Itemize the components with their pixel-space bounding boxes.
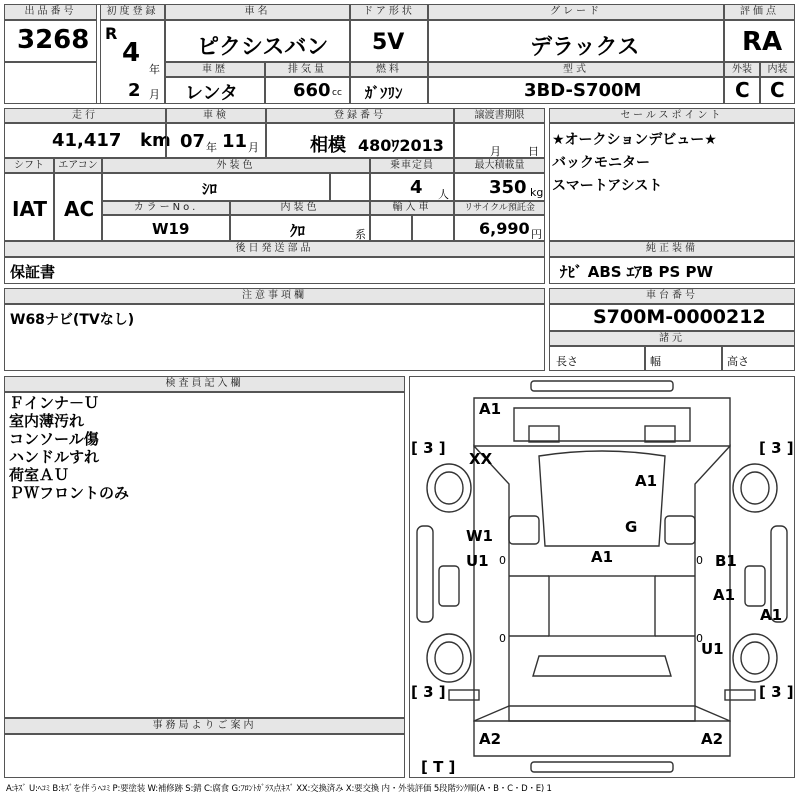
zero-mark: 0 xyxy=(696,554,703,567)
chassis-value: S700M-0000212 xyxy=(593,306,766,328)
seats-value: 4 xyxy=(410,177,423,198)
disp-label: 排気量 xyxy=(265,62,350,77)
lot-label: 出品番号 xyxy=(4,4,97,20)
ext-label: 外装 xyxy=(724,62,760,77)
sales-point-3: スマートアシスト xyxy=(552,178,663,194)
plate-label: 登録番号 xyxy=(266,108,454,123)
ac-label: エアコン xyxy=(54,158,102,173)
reg-era: R xyxy=(105,24,118,43)
mark-right-quarter: A1 xyxy=(713,586,736,604)
tire-rear-right: [ 3 ] xyxy=(759,683,794,701)
reg-month: 2 xyxy=(128,80,141,101)
model-value: 3BD-S700M xyxy=(524,80,642,101)
inspect-month-unit: 月 xyxy=(248,141,259,154)
disp-value: 660 xyxy=(293,80,331,101)
history-label: 車歴 xyxy=(165,62,265,77)
recycle-unit: 円 xyxy=(531,228,542,241)
import-cell-2 xyxy=(412,215,454,241)
recycle-value: 6,990 xyxy=(479,219,530,238)
colorno-value: W19 xyxy=(152,220,190,238)
ext-value: C xyxy=(735,78,750,102)
remark-line: ＰＷフロントのみ xyxy=(9,484,130,502)
import-label: 輸入車 xyxy=(370,201,454,215)
fuel-label: 燃料 xyxy=(350,62,428,77)
parts-label: 後日発送部品 xyxy=(4,241,545,257)
mark-front-bumper: A1 xyxy=(479,400,502,418)
color-cell-2 xyxy=(330,173,370,201)
inspector-remarks xyxy=(9,394,129,502)
inspector-label: 検査員記入欄 xyxy=(4,376,405,392)
damage-map xyxy=(409,376,795,778)
tire-rear-left: [ 3 ] xyxy=(411,683,446,701)
int-value: C xyxy=(770,78,785,102)
mark-hood: A1 xyxy=(635,472,658,490)
fuel-value: ｶﾞｿﾘﾝ xyxy=(365,84,403,102)
sales-label: セールスポイント xyxy=(549,108,795,123)
score-value: RA xyxy=(742,27,783,57)
mark-right-door: B1 xyxy=(715,552,737,570)
equip-label: 純正装備 xyxy=(549,241,795,257)
disp-unit: cc xyxy=(332,88,342,98)
intcolor-unit: 系 xyxy=(355,228,366,241)
lot-empty xyxy=(4,62,97,104)
tire-front-left: [ 3 ] xyxy=(411,439,446,457)
mark-left-door-u: U1 xyxy=(466,552,489,570)
remark-line: コンソール傷 xyxy=(9,430,99,448)
grade-label: グレード xyxy=(428,4,724,20)
door-value: 5V xyxy=(372,30,405,55)
remark-line: 荷室ＡＵ xyxy=(9,466,70,484)
score-label: 評価点 xyxy=(724,4,795,20)
zero-mark: 0 xyxy=(696,632,703,645)
chassis-label: 車台番号 xyxy=(549,288,795,304)
int-label: 内装 xyxy=(760,62,795,77)
intcolor-value: ｸﾛ xyxy=(290,222,306,240)
sales-point-2: バックモニター xyxy=(552,155,650,171)
color-value: ｼﾛ xyxy=(202,180,218,198)
door-label: ドア形状 xyxy=(350,4,428,20)
remark-line: ハンドルすれ xyxy=(9,448,100,466)
mileage-value: 41,417 xyxy=(52,130,122,151)
spec-label: 諸元 xyxy=(549,331,795,346)
mark-windshield: G xyxy=(625,518,638,536)
remark-line: 室内薄汚れ xyxy=(9,412,85,430)
spec-hgt: 高さ xyxy=(727,355,749,368)
mark-rear-left: A2 xyxy=(479,730,502,748)
reg-year: 4 xyxy=(122,38,141,68)
load-label: 最大積載量 xyxy=(454,158,545,173)
ac-value: AC xyxy=(64,197,95,221)
spec-wid: 幅 xyxy=(650,355,661,368)
model-label: 型式 xyxy=(428,62,724,77)
office-label: 事務局よりご案内 xyxy=(4,718,405,734)
plate-city: 相模 xyxy=(310,135,346,156)
tire-front-right: [ 3 ] xyxy=(759,439,794,457)
load-value: 350 xyxy=(489,177,527,198)
reg-label: 初度登録 xyxy=(100,4,165,20)
notes-value: W68ナビ(TVなし) xyxy=(10,312,135,328)
transfer-label: 譲渡書期限 xyxy=(454,108,545,123)
mark-rear-right: A2 xyxy=(701,730,724,748)
notes-label: 注意事項欄 xyxy=(4,288,545,304)
mark-left-door-w: W1 xyxy=(466,527,493,545)
inspect-month: 11 xyxy=(222,131,248,152)
colorno-label: カラーNo. xyxy=(102,201,230,215)
seats-unit: 人 xyxy=(438,188,449,201)
car-name: ピクシスバン xyxy=(197,35,329,60)
trunk-tire: [ T ] xyxy=(421,758,456,776)
shift-label: シフト xyxy=(4,158,54,173)
recycle-label: リサイクル預託金 xyxy=(454,201,545,215)
transfer-month: 月 xyxy=(490,145,501,158)
inspect-label: 車検 xyxy=(166,108,266,123)
seats-label: 乗車定員 xyxy=(370,158,454,173)
mark-left-fender: XX xyxy=(469,450,493,468)
parts-value: 保証書 xyxy=(10,263,56,281)
shift-value: IAT xyxy=(12,197,48,221)
mark-right-rear: U1 xyxy=(701,640,724,658)
intcolor-label: 内装色 xyxy=(230,201,370,215)
inspect-year-unit: 年 xyxy=(206,141,217,154)
load-unit: kg xyxy=(530,186,544,199)
parts-cell xyxy=(4,257,545,284)
mark-roof: A1 xyxy=(591,548,614,566)
reg-month-unit: 月 xyxy=(149,88,160,101)
plate-number: 480ﾜ2013 xyxy=(358,136,444,155)
transfer-day: 日 xyxy=(528,145,539,158)
reg-year-unit: 年 xyxy=(149,63,160,76)
sales-point-1: ★オークションデビュー★ xyxy=(552,132,717,148)
color-label: 外装色 xyxy=(102,158,370,173)
remark-line: Ｆインナ－Ｕ xyxy=(9,394,100,412)
zero-mark: 0 xyxy=(499,554,506,567)
zero-mark: 0 xyxy=(499,632,506,645)
mark-right-side: A1 xyxy=(760,606,783,624)
equip-value: ﾅﾋﾞ ABS ｴｱB PS PW xyxy=(560,263,714,281)
mileage-label: 走行 xyxy=(4,108,166,123)
office-cell xyxy=(4,734,405,778)
mileage-unit: km xyxy=(140,130,171,151)
import-cell xyxy=(370,215,412,241)
grade-value: デラックス xyxy=(530,35,640,60)
lot-number: 3268 xyxy=(17,25,90,55)
history-value: レンタ xyxy=(185,83,238,104)
spec-len: 長さ xyxy=(556,355,578,368)
inspect-year: 07 xyxy=(180,131,206,152)
car-label: 車名 xyxy=(165,4,350,20)
legend: A:ｷｽﾞ U:ﾍｺﾐ B:ｷｽﾞを伴うﾍｺﾐ P:要塗装 W:補修跡 S:錆 C:腐食 G:ﾌﾛﾝﾄｶﾞﾗｽ点ｷｽﾞ XX:交換済み X:要交換 内・外装評価 5段階ﾗﾝｸ順(A・B・C・D・E) 1 xyxy=(6,784,552,794)
